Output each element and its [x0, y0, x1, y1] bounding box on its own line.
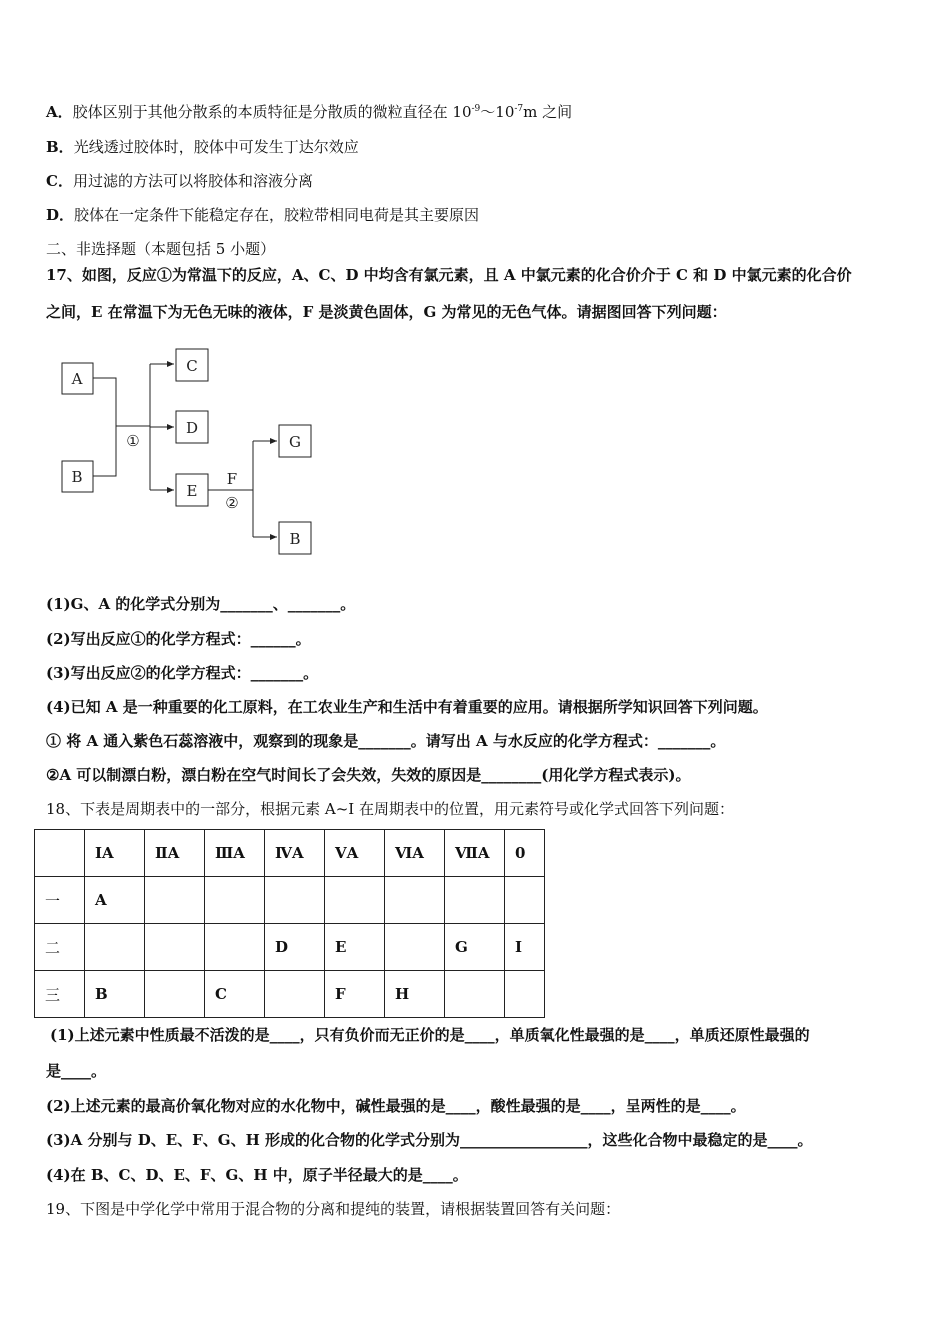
q17-sub2: (2)写出反应①的化学方程式：______。	[46, 630, 311, 648]
table-cell	[505, 971, 545, 1018]
q18-sub2: (2)上述元素的最高价氧化物对应的水化物中，碱性最强的是____，酸性最强的是____，呈两性的是____。	[46, 1097, 746, 1115]
table-cell: F	[325, 971, 385, 1018]
option-c: C．用过滤的方法可以将胶体和溶液分离	[46, 172, 313, 190]
table-cell: 0	[505, 830, 545, 877]
table-row	[35, 924, 545, 971]
table-row	[35, 877, 545, 924]
table-cell: A	[85, 877, 145, 924]
box-c-label: C	[186, 357, 198, 375]
table-cell: 三	[35, 971, 85, 1018]
table-cell	[445, 971, 505, 1018]
q17-sub4-1: ① 将 A 通入紫色石蕊溶液中，观察到的现象是_______。请写出 A 与水反应的化学方程式：_______。	[46, 732, 726, 750]
table-cell	[145, 924, 205, 971]
q17-sub4-2: ②A 可以制漂白粉，漂白粉在空气时间长了会失效，失效的原因是________(用化学方程式表示)。	[46, 766, 691, 784]
option-a: A．胶体区别于其他分散系的本质特征是分散质的微粒直径在 $10^{-9}\sim 10^{-7}m$ 之间	[46, 103, 573, 121]
table-cell	[205, 924, 265, 971]
q17-sub3: (3)写出反应②的化学方程式：_______。	[46, 664, 319, 682]
reaction-1-label: ①	[126, 432, 140, 450]
section-heading: 二、非选择题（本题包括 5 小题）	[46, 240, 276, 258]
q18-sub1-line2: 是____。	[46, 1062, 107, 1080]
table-cell: D	[265, 924, 325, 971]
table-cell: E	[325, 924, 385, 971]
table-cell: 二	[35, 924, 85, 971]
table-cell	[505, 877, 545, 924]
table-cell: B	[85, 971, 145, 1018]
q17-sub1: (1)G、A 的化学式分别为_______、_______。	[46, 595, 356, 613]
q18-sub3: (3)A 分别与 D、E、F、G、H 形成的化合物的化学式分别为_________________，这些化合物中最稳定的是____。	[46, 1131, 813, 1149]
table-cell: G	[445, 924, 505, 971]
option-b: B．光线透过胶体时，胶体中可发生丁达尔效应	[46, 138, 359, 156]
table-cell	[385, 924, 445, 971]
table-cell: I	[505, 924, 545, 971]
table-cell	[145, 971, 205, 1018]
box-b-label: B	[71, 468, 83, 486]
table-cell	[385, 877, 445, 924]
reaction-2-label: ②	[225, 494, 239, 512]
periodic-table	[34, 829, 545, 1018]
table-header-row	[35, 830, 545, 877]
box-d-label: D	[185, 419, 199, 437]
table-cell: ⅠA	[85, 830, 145, 877]
reaction-flow-diagram	[56, 346, 326, 561]
q17-stem-line1: 17、如图，反应①为常温下的反应，A、C、D 中均含有氯元素，且 A 中氯元素的化合价介于 C 和 D 中氯元素的化合价	[46, 266, 852, 284]
box-b2-label: B	[289, 530, 301, 548]
table-cell: ⅦA	[445, 830, 505, 877]
q18-sub4: (4)在 B、C、D、E、F、G、H 中，原子半径最大的是____。	[46, 1166, 468, 1184]
table-cell: ⅥA	[385, 830, 445, 877]
q17-sub4: (4)已知 A 是一种重要的化工原料，在工农业生产和生活中有着重要的应用。请根据所学知识回答下列问题。	[46, 698, 768, 716]
box-g-label: G	[289, 433, 301, 451]
table-cell: ⅣA	[265, 830, 325, 877]
table-cell: H	[385, 971, 445, 1018]
box-e-label: E	[186, 482, 198, 500]
reagent-f-label: F	[226, 470, 238, 488]
table-cell	[265, 877, 325, 924]
table-cell: ⅤA	[325, 830, 385, 877]
table-cell: C	[205, 971, 265, 1018]
option-d: D．胶体在一定条件下能稳定存在，胶粒带相同电荷是其主要原因	[46, 206, 480, 224]
q18-stem: 18、下表是周期表中的一部分，根据元素 A~I 在周期表中的位置，用元素符号或化学式回答下列问题：	[46, 800, 734, 818]
table-cell	[205, 877, 265, 924]
table-cell	[265, 971, 325, 1018]
table-cell: ⅡA	[145, 830, 205, 877]
table-cell	[35, 830, 85, 877]
table-cell: ⅢA	[205, 830, 265, 877]
table-cell	[85, 924, 145, 971]
box-a-label: A	[71, 370, 83, 388]
q19-stem: 19、下图是中学化学中常用于混合物的分离和提纯的装置，请根据装置回答有关问题：	[46, 1200, 621, 1218]
table-cell	[145, 877, 205, 924]
table-row	[35, 971, 545, 1018]
table-cell: 一	[35, 877, 85, 924]
q18-sub1-line1: (1)上述元素中性质最不活泼的是____，只有负价而无正价的是____，单质氧化性最强的是____，单质还原性最强的	[50, 1026, 810, 1044]
table-cell	[325, 877, 385, 924]
q17-stem-line2: 之间，E 在常温下为无色无味的液体，F 是淡黄色固体，G 为常见的无色气体。请据图回答下列问题：	[46, 303, 727, 321]
table-cell	[445, 877, 505, 924]
